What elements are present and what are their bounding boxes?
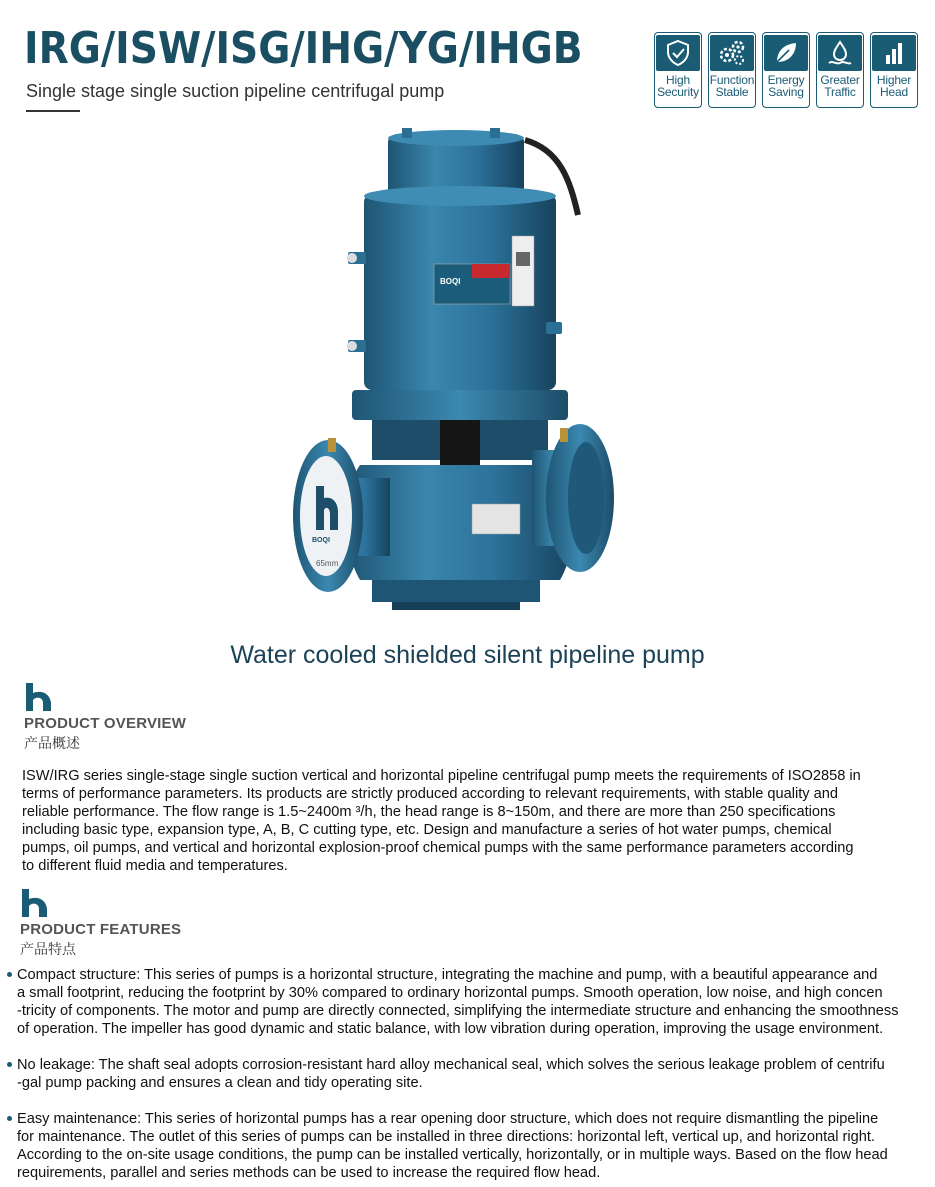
- features-title-cn: 产品特点: [20, 942, 76, 958]
- shield-check-icon: [656, 35, 700, 71]
- overview-paragraph: [22, 767, 922, 875]
- brand-logo-icon: [20, 889, 54, 917]
- badge-label: High Security: [657, 73, 699, 99]
- title-underline: [26, 110, 80, 112]
- overview-title: PRODUCT OVERVIEW: [24, 715, 187, 732]
- text-line: a small footprint, reducing the footprint by 30% compared to ordinary horizontal pumps. Smooth operation, low noise, and high concen: [17, 985, 883, 1001]
- feature-item: [17, 966, 932, 1038]
- text-line: -tricity of components. The motor and pump are directly connected, simplifying the intermediate structure and enhancing the smoothness: [17, 1003, 899, 1019]
- features-title: PRODUCT FEATURES: [20, 921, 182, 938]
- badge-higher-head: [870, 32, 918, 108]
- text-line: for maintenance. The outlet of this series of pumps can be installed in three directions: horizontal left, vertical up, and horizontal right.: [17, 1129, 875, 1145]
- text-line: ISW/IRG series single-stage single suction vertical and horizontal pipeline centrifugal pump meets the requirements of ISO2858 in: [22, 768, 861, 784]
- feature-badges: [654, 32, 918, 108]
- feature-item: [17, 1056, 932, 1092]
- overview-title-cn: 产品概述: [24, 736, 80, 752]
- text-line: to different fluid media and temperatures.: [22, 858, 288, 874]
- bar-chart-icon: [872, 35, 916, 71]
- flange-size-label: 65mm: [316, 559, 339, 568]
- pipeline-pump-image: [260, 120, 660, 620]
- text-line: Compact structure: This series of pumps is a horizontal structure, integrating the machine and pump, with a beautiful appearance and: [17, 967, 878, 983]
- page-title: IRG/ISW/ISG/IHG/YG/IHGB: [24, 23, 583, 74]
- bullet-icon: [7, 972, 12, 977]
- text-line: Easy maintenance: This series of horizontal pumps has a rear opening door structure, which does not require dismantling the pipeline: [17, 1111, 879, 1127]
- text-line: requirements, parallel and series methods can be used to increase the required flow head.: [17, 1165, 601, 1181]
- text-line: -gal pump packing and ensures a clean and tidy operating site.: [17, 1075, 423, 1091]
- water-drop-icon: [818, 35, 862, 71]
- text-line: of operation. The impeller has good dynamic and static balance, with low vibration during operation, improving the usage environment.: [17, 1021, 884, 1037]
- badge-label: Function Stable: [709, 73, 755, 99]
- badge-greater-traffic: [816, 32, 864, 108]
- text-line: pumps, oil pumps, and vertical and horizontal explosion-proof chemical pumps with the same performance parameters according: [22, 840, 854, 856]
- badge-label: Greater Traffic: [820, 73, 860, 99]
- product-caption: Water cooled shielded silent pipeline pump: [230, 641, 705, 669]
- brand-logo-icon: [24, 683, 58, 711]
- badge-label: Energy Saving: [767, 73, 805, 99]
- badge-function-stable: [708, 32, 756, 108]
- text-line: including basic type, expansion type, A, B, C cutting type, etc. Design and manufacture a series of hot water pumps, chemical: [22, 822, 832, 838]
- bullet-icon: [7, 1116, 12, 1121]
- nameplate-brand: BOQI: [440, 277, 461, 286]
- leaf-icon: [764, 35, 808, 71]
- text-line: No leakage: The shaft seal adopts corrosion-resistant hard alloy mechanical seal, which solves the serious leakage problem of centrifu: [17, 1057, 885, 1073]
- flange-brand: BOQI: [312, 537, 330, 544]
- badge-energy-saving: [762, 32, 810, 108]
- page-subtitle: Single stage single suction pipeline centrifugal pump: [26, 81, 445, 101]
- text-line: According to the on-site usage conditions, the pump can be installed vertically, horizontally, or in multiple ways. Based on the flow head: [17, 1147, 888, 1163]
- text-line: terms of performance parameters. Its products are strictly produced according to relevant requirements, with stable quality and: [22, 786, 839, 802]
- badge-high-security: [654, 32, 702, 108]
- bullet-icon: [7, 1062, 12, 1067]
- gears-icon: [710, 35, 754, 71]
- feature-item: [17, 1110, 932, 1182]
- badge-label: Higher Head: [876, 73, 912, 99]
- text-line: reliable performance. The flow range is 1.5~2400m ³/h, the head range is 8~150m, and there are more than 250 specifications: [22, 804, 836, 820]
